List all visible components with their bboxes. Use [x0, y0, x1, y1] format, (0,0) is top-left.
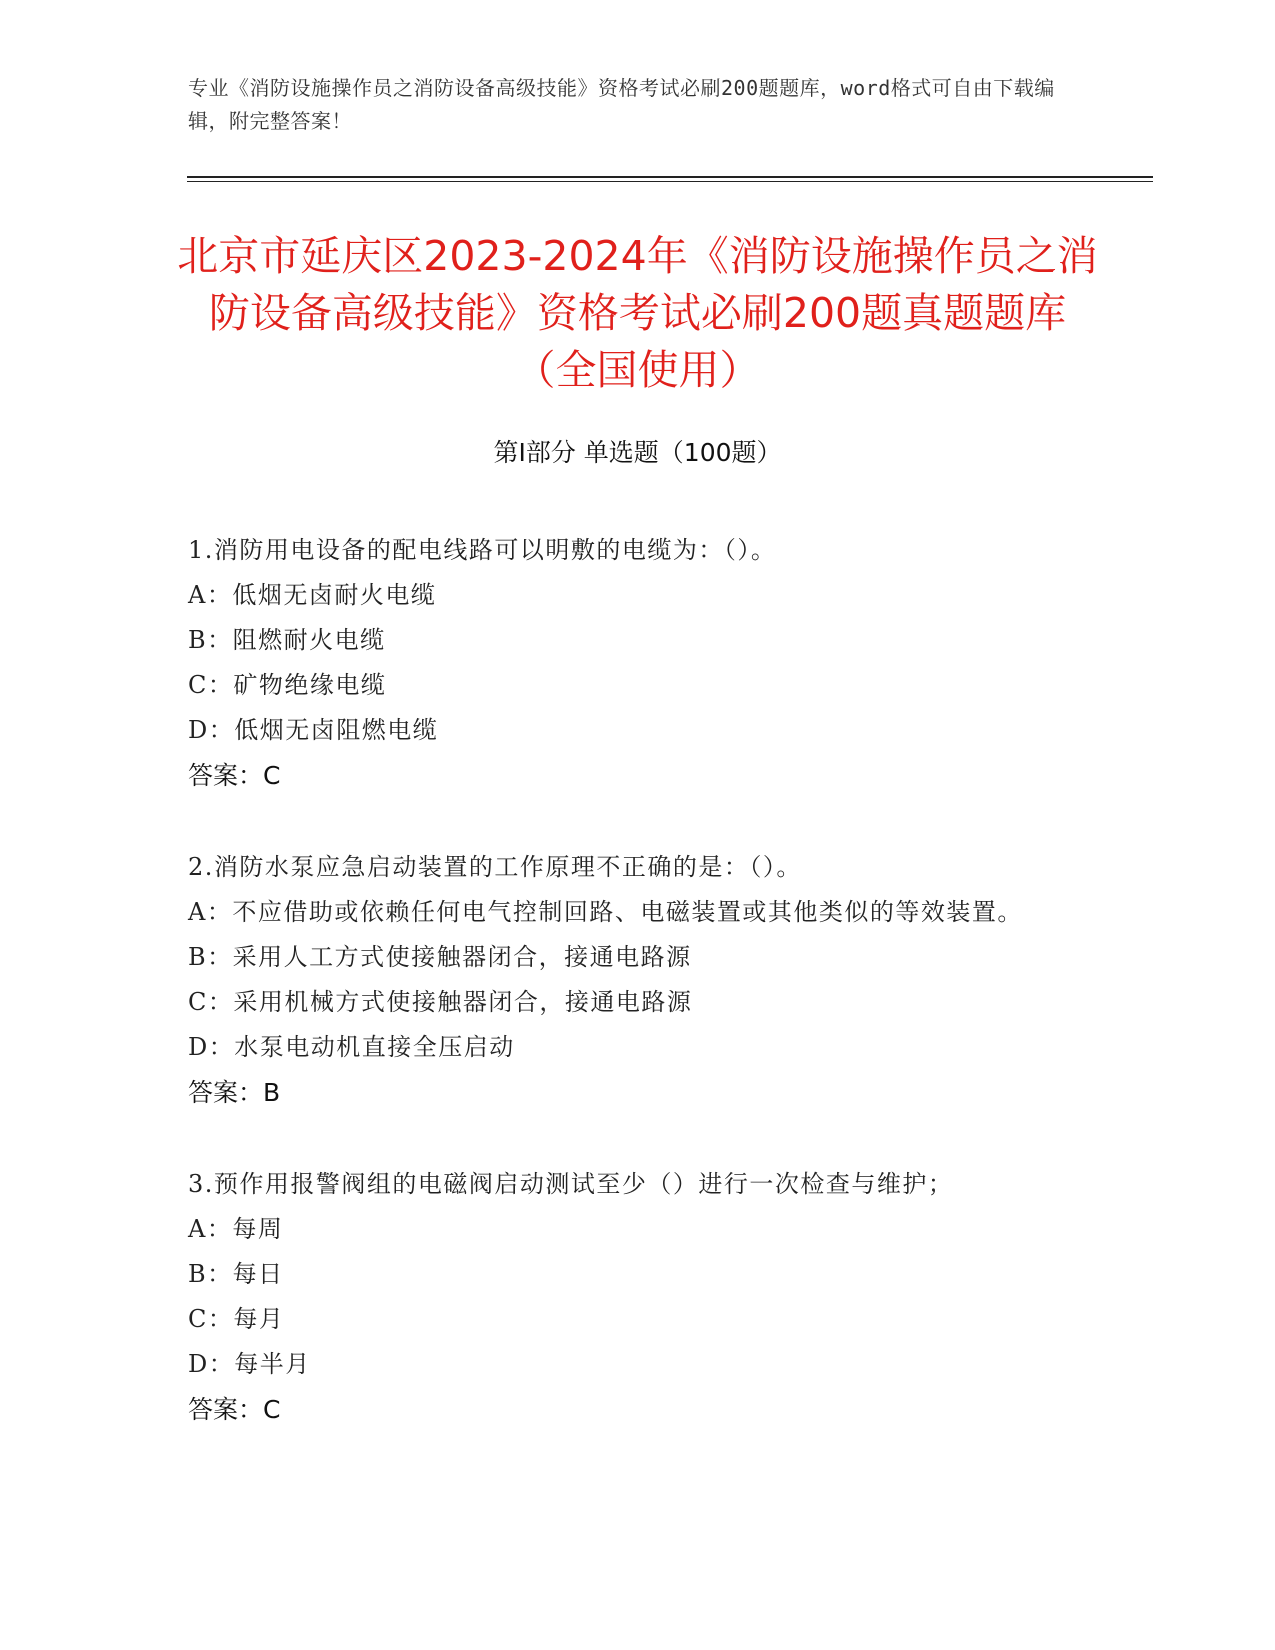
- option-a: A：不应借助或依赖任何电气控制回路、电磁装置或其他类似的等效装置。: [188, 898, 1023, 926]
- question-1: [188, 528, 1088, 799]
- option-d: D：每半月: [188, 1350, 311, 1378]
- option-d: D：水泵电动机直接全压启动: [188, 1033, 515, 1061]
- option-c: C：矿物绝缘电缆: [188, 671, 387, 699]
- question-stem: 1.消防用电设备的配电线路可以明敷的电缆为：（）。: [188, 536, 777, 564]
- option-a: A：低烟无卤耐火电缆: [188, 581, 437, 609]
- option-c: C：每月: [188, 1305, 285, 1333]
- question-2: [188, 845, 1088, 1116]
- option-a: A：每周: [188, 1215, 284, 1243]
- option-b: B：每日: [188, 1260, 284, 1288]
- section-title: 第Ⅰ部分 单选题（100题）: [493, 438, 782, 467]
- header-rule-thick: [187, 176, 1153, 178]
- question-stem: 2.消防水泵应急启动装置的工作原理不正确的是：（）。: [188, 853, 802, 881]
- question-3: [188, 1162, 1088, 1433]
- header-note: 专业《消防设施操作员之消防设备高级技能》资格考试必刷200题题库，word格式可自由下载编辑，附完整答案！: [188, 76, 1055, 133]
- option-d: D：低烟无卤阻燃电缆: [188, 716, 439, 744]
- header-rule-thin: [187, 181, 1153, 182]
- option-b: B：采用人工方式使接触器闭合，接通电路源: [188, 943, 692, 971]
- option-b: B：阻燃耐火电缆: [188, 626, 386, 654]
- answer: 答案：C: [188, 761, 281, 790]
- question-stem: 3.预作用报警阀组的电磁阀启动测试至少（）进行一次检查与维护；: [188, 1170, 954, 1198]
- page-title: 北京市延庆区2023-2024年《消防设施操作员之消防设备高级技能》资格考试必刷200题真题题库（全国使用）: [177, 232, 1098, 394]
- option-c: C：采用机械方式使接触器闭合，接通电路源: [188, 988, 693, 1016]
- question-list: [188, 528, 1088, 1479]
- answer: 答案：C: [188, 1395, 281, 1424]
- answer: 答案：B: [188, 1078, 281, 1107]
